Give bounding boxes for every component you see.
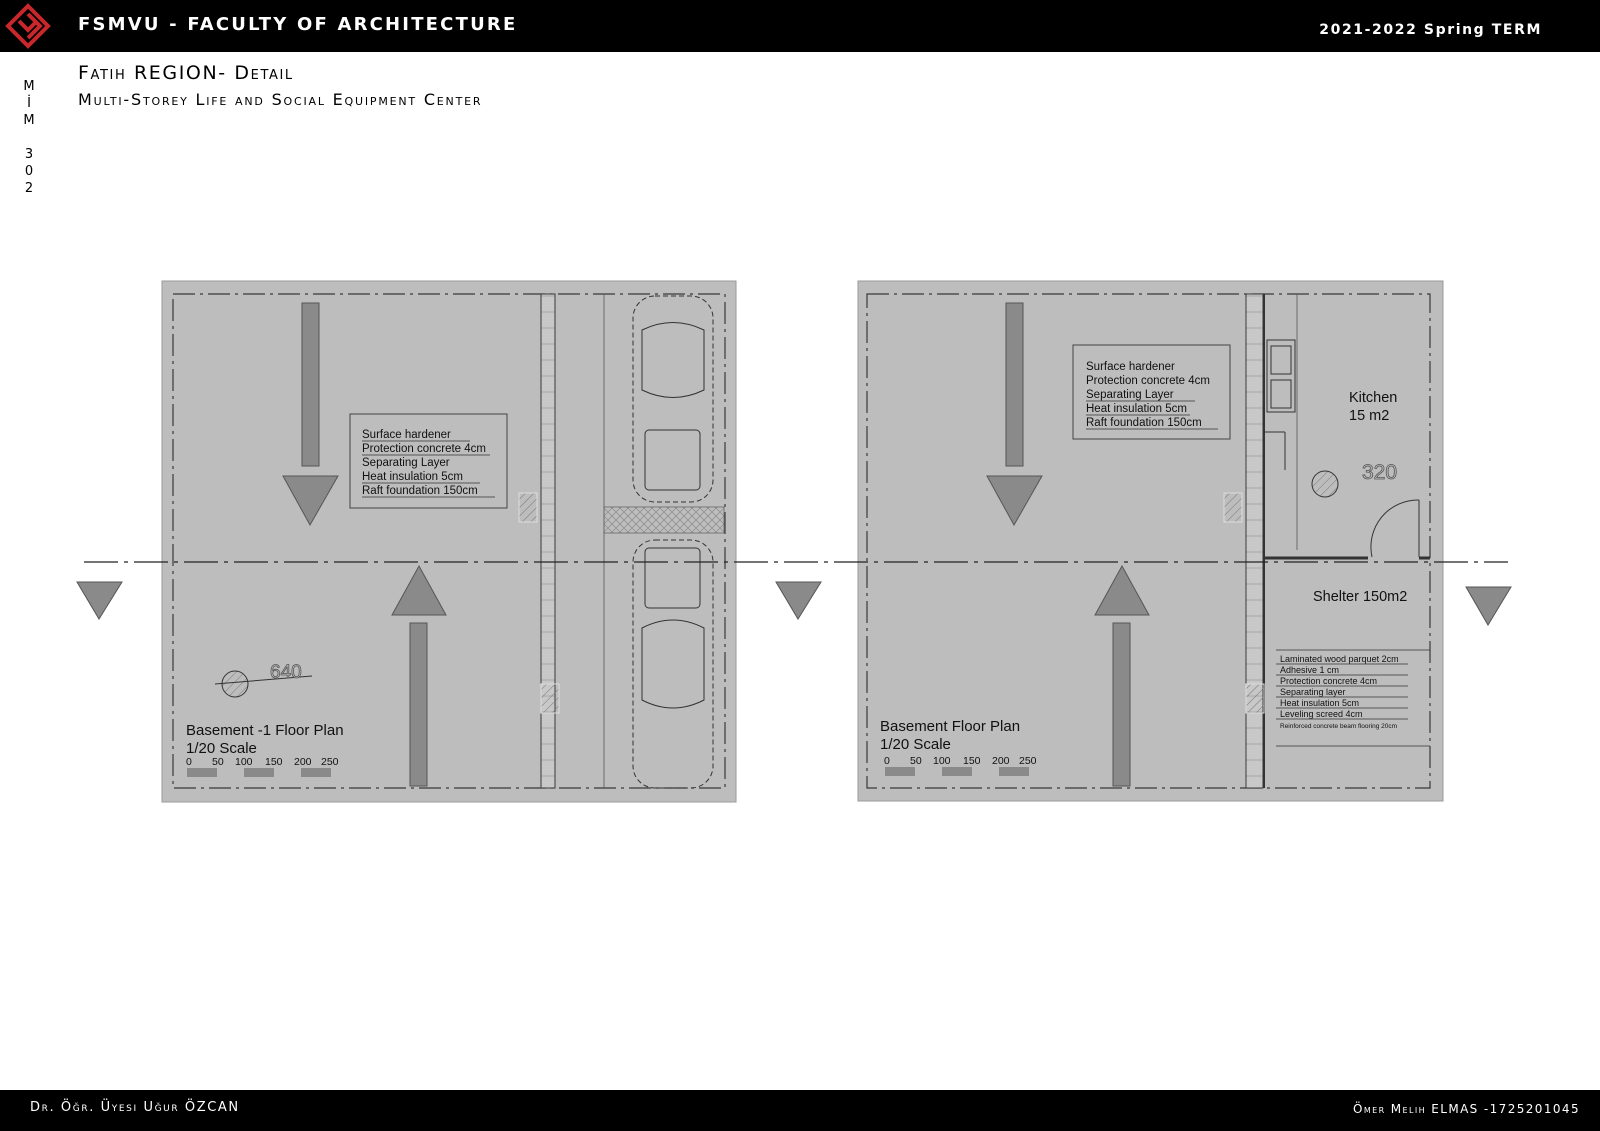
column-mark	[1246, 684, 1264, 713]
section-arrow-shaft	[302, 303, 319, 466]
section-marker-icon	[776, 582, 821, 619]
scale-tick: 0	[186, 756, 192, 768]
student-name: Ömer Melih ELMAS -1725201045	[1353, 1102, 1580, 1116]
scale-tick: 50	[212, 756, 224, 768]
section-arrow-shaft	[410, 623, 427, 786]
section-arrow-shaft	[1113, 623, 1130, 786]
scale-tick: 100	[933, 755, 951, 767]
scale-tick: 0	[884, 755, 890, 767]
section-arrow-shaft	[1006, 303, 1023, 466]
scale-tick: 250	[1019, 755, 1037, 767]
course-code-char: 2	[24, 181, 34, 196]
floor-plans	[0, 270, 1600, 810]
scale-tick: 200	[294, 756, 312, 768]
course-code	[20, 78, 38, 197]
faculty-logo-icon	[5, 3, 51, 49]
layer-label: Separating Layer	[362, 457, 450, 469]
room-area-kitchen: 15 m2	[1349, 408, 1390, 424]
floor-layer-label: Laminated wood parquet 2cm	[1280, 654, 1399, 664]
plan-left	[162, 281, 736, 802]
layer-label: Heat insulation 5cm	[1086, 403, 1187, 415]
level-value: 320	[1362, 461, 1398, 484]
floor-layer-label: Reinforced concrete beam flooring 20cm	[1280, 723, 1398, 730]
scale-tick: 250	[321, 756, 339, 768]
header-bar	[0, 0, 1600, 52]
term-label: 2021-2022 Spring TERM	[1319, 22, 1542, 38]
scale-tick: 150	[963, 755, 981, 767]
wall-section	[541, 294, 555, 788]
wall-section	[1246, 294, 1263, 788]
plan-scale: 1/20 Scale	[880, 736, 951, 753]
floor-layer-label: Heat insulation 5cm	[1280, 698, 1360, 708]
page-title: Fatih REGION- Detail	[78, 62, 294, 84]
layer-label: Heat insulation 5cm	[362, 471, 463, 483]
advisor-name: Dr. Öğr. Üyesi Uğur ÖZCAN	[30, 1100, 240, 1115]
layer-label: Surface hardener	[1086, 361, 1175, 373]
level-marker-icon	[1312, 471, 1338, 497]
layer-label: Separating Layer	[1086, 389, 1174, 401]
layer-label: Surface hardener	[362, 429, 451, 441]
scale-tick: 200	[992, 755, 1010, 767]
plan-name: Basement -1 Floor Plan	[186, 722, 344, 739]
ramp-strip	[604, 507, 724, 533]
course-code-char: 3	[24, 147, 34, 162]
page-subtitle: Multi-Storey Life and Social Equipment Center	[78, 90, 483, 109]
plan-right	[858, 281, 1443, 801]
column-mark	[1224, 493, 1242, 522]
room-label-shelter: Shelter 150m2	[1313, 589, 1408, 605]
scale-bar	[885, 767, 1029, 776]
room-label-kitchen: Kitchen	[1349, 390, 1398, 406]
course-code-char: 0	[24, 164, 34, 179]
level-value: 640	[270, 662, 302, 683]
layer-label: Raft foundation 150cm	[1086, 417, 1202, 429]
layer-label: Raft foundation 150cm	[362, 485, 478, 497]
column-mark	[541, 684, 559, 713]
plan-name: Basement Floor Plan	[880, 718, 1021, 735]
section-marker-icon	[77, 582, 122, 619]
floor-layer-label: Protection concrete 4cm	[1280, 676, 1378, 686]
floor-layer-label: Adhesive 1 cm	[1280, 665, 1340, 675]
scale-tick: 100	[235, 756, 253, 768]
layer-label: Protection concrete 4cm	[362, 443, 487, 455]
floor-layer-label: Separating layer	[1280, 687, 1346, 697]
course-code-char: M	[23, 113, 35, 128]
section-marker-icon	[1466, 587, 1511, 625]
course-code-char: M	[23, 79, 35, 94]
course-code-char	[20, 129, 38, 146]
scale-bar	[187, 768, 331, 777]
layer-label: Protection concrete 4cm	[1086, 375, 1211, 387]
floor-layer-label: Leveling screed 4cm	[1280, 709, 1363, 719]
scale-tick: 150	[265, 756, 283, 768]
faculty-name: FSMVU - FACULTY OF ARCHITECTURE	[78, 14, 518, 35]
plan-scale: 1/20 Scale	[186, 740, 257, 757]
scale-tick: 50	[910, 755, 922, 767]
course-code-char: İ	[27, 96, 31, 111]
column-mark	[519, 493, 537, 522]
footer-bar	[0, 1090, 1600, 1131]
